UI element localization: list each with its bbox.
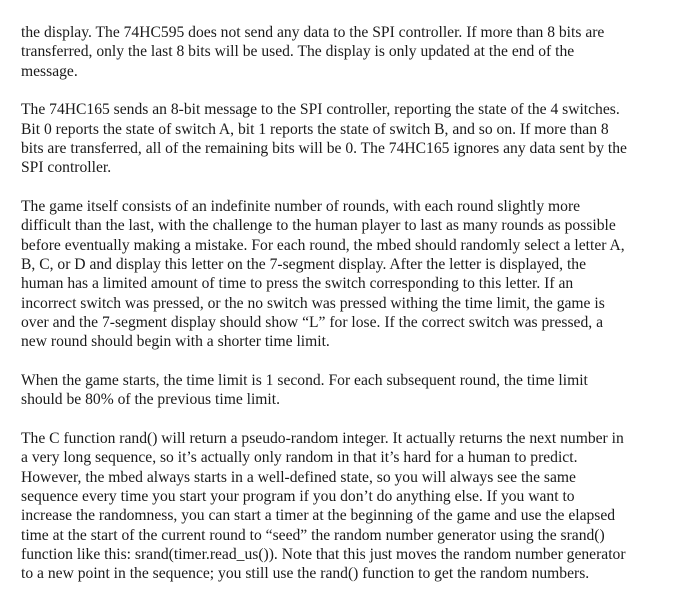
text-line: time at the start of the current round to “seed” the random number generator using the srand(): [21, 526, 605, 544]
text-line: increase the randomness, you can start a timer at the beginning of the game and use the elapsed: [21, 507, 616, 525]
text-line: before eventually making a mistake. For each round, the mbed should randomly select a letter A,: [21, 236, 625, 254]
text-line: over and the 7-segment display should show “L” for lose. If the correct switch was pressed, a: [21, 313, 603, 331]
paragraph-74hc165: [21, 100, 681, 177]
text-line: should be 80% of the previous time limit.: [21, 391, 280, 409]
text-line: B, C, or D and display this letter on the 7-segment display. After the letter is displayed, the: [21, 255, 587, 273]
text-line: message.: [21, 62, 78, 80]
text-line: bits are transferred, all of the remaining bits will be 0. The 74HC165 ignores any data sent by the: [21, 139, 627, 157]
text-line: incorrect switch was pressed, or the no switch was pressed withing the time limit, the game is: [21, 294, 605, 312]
text-line: The C function rand() will return a pseudo-random integer. It actually returns the next number in: [21, 430, 624, 448]
text-line: When the game starts, the time limit is 1 second. For each subsequent round, the time limit: [21, 371, 588, 389]
paragraph-rand-function: [21, 429, 681, 583]
text-line: sequence every time you start your program if you don’t do anything else. If you want to: [21, 487, 575, 505]
text-line: The game itself consists of an indefinite number of rounds, with each round slightly more: [21, 198, 581, 216]
text-line: human has a limited amount of time to press the switch corresponding to this letter. If an: [21, 275, 574, 293]
text-line: The 74HC165 sends an 8-bit message to the SPI controller, reporting the state of the 4 switches.: [21, 101, 620, 119]
text-line: the display. The 74HC595 does not send any data to the SPI controller. If more than 8 bits are: [21, 24, 605, 41]
text-line: a very long sequence, so it’s actually only random in that it’s hard for a human to predict.: [21, 449, 578, 467]
paragraph-game-rounds: [21, 197, 681, 351]
document-body: [21, 23, 681, 603]
text-line: difficult than the last, with the challenge to the human player to last as many rounds as possible: [21, 217, 616, 235]
paragraph-display-behavior: [21, 23, 681, 81]
text-line: to a new point in the sequence; you still use the rand() function to get the random numbers.: [21, 565, 590, 583]
paragraph-time-limit: [21, 371, 681, 410]
text-line: new round should begin with a shorter time limit.: [21, 333, 330, 351]
text-line: Bit 0 reports the state of switch A, bit 1 reports the state of switch B, and so on. If more than 8: [21, 120, 609, 138]
text-line: However, the mbed always starts in a well-defined state, so you will always see the same: [21, 468, 576, 486]
text-line: function like this: srand(timer.read_us()). Note that this just moves the random number generator: [21, 545, 626, 563]
text-line: SPI controller.: [21, 159, 112, 177]
text-line: transferred, only the last 8 bits will be used. The display is only updated at the end of the: [21, 43, 575, 61]
